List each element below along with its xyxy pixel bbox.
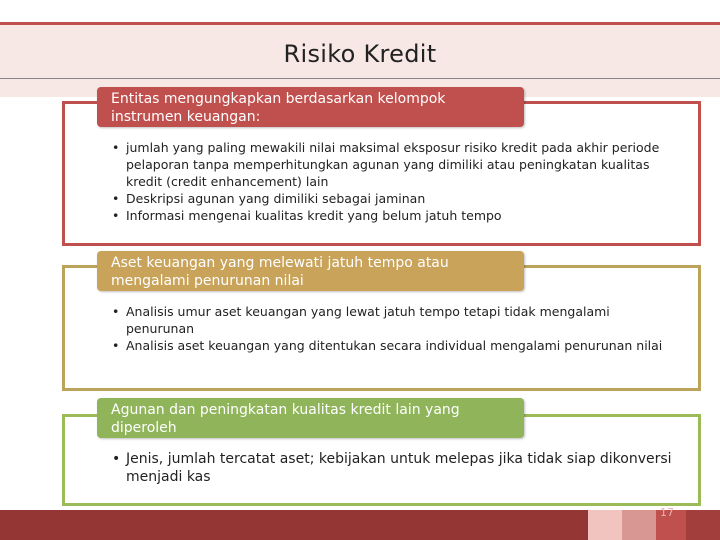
section-heading-3-line2: diperoleh — [111, 420, 177, 436]
section-heading-1 — [97, 87, 524, 127]
slide-title: Risiko Kredit — [283, 40, 437, 68]
section-heading-2-line1: Aset keuangan yang melewati jatuh tempo atau — [111, 255, 449, 271]
bullet-item: • Jenis, jumlah tercatat aset; kebijakan untuk melepas jika tidak siap dikonversi menjadi kas — [112, 450, 672, 486]
section-bullets-2 — [112, 303, 672, 354]
footer-accent-2 — [622, 510, 656, 540]
section-heading-2-line2: mengalami penurunan nilai — [111, 273, 304, 289]
bullet-item: • Analisis aset keuangan yang ditentukan secara individual mengalami penurunan nilai — [112, 337, 672, 354]
section-heading-2 — [97, 251, 524, 291]
section-heading-1-line1: Entitas mengungkapkan berdasarkan kelompok — [111, 91, 446, 107]
top-bar — [0, 0, 720, 22]
section-bullets-3 — [112, 450, 672, 486]
page-number: 17 — [660, 506, 674, 519]
footer-accent-1 — [588, 510, 622, 540]
title-divider — [0, 78, 720, 79]
section-bullets-1 — [112, 139, 672, 224]
section-heading-1-line2: instrumen keuangan: — [111, 109, 261, 125]
footer-accent-4 — [686, 510, 720, 540]
section-heading-3-line1: Agunan dan peningkatan kualitas kredit lain yang — [111, 402, 460, 418]
bullet-item: • Deskripsi agunan yang dimiliki sebagai jaminan — [112, 190, 672, 207]
bullet-item: • jumlah yang paling mewakili nilai maksimal eksposur risiko kredit pada akhir periode pelaporan tanpa memperhitungkan agunan yang dimiliki atau peningkatan kualitas kredit (credit enhancement) lain — [112, 139, 672, 190]
bullet-item: • Informasi mengenai kualitas kredit yang belum jatuh tempo — [112, 207, 672, 224]
section-heading-3 — [97, 398, 524, 438]
bullet-item: • Analisis umur aset keuangan yang lewat jatuh tempo tetapi tidak mengalami penurunan — [112, 303, 672, 337]
